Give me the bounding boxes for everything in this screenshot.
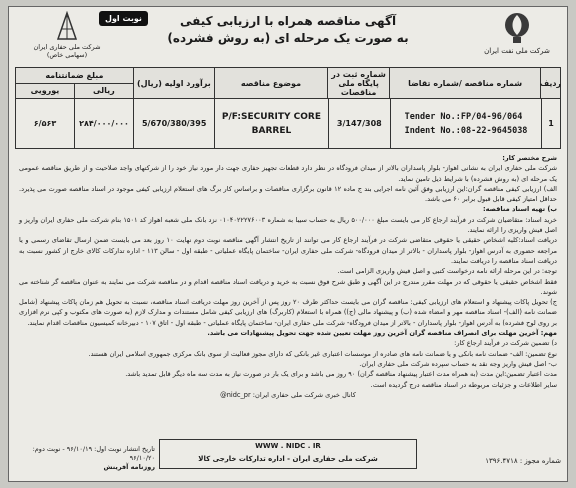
drilling-rig-icon — [52, 11, 82, 41]
cell-tender-number — [390, 99, 541, 148]
body-paragraph: نوع تضمین: الف- ضمانت نامه بانکی و یا ضمانت نامه های صادره از موسسات اعتباری غیر بانکی که دارای مجوز فعالیت از سوی بانک مرکزی جمهوری اسلامی ایران هستند. — [88, 349, 557, 358]
body-paragraph: خرید اسناد: متقاضیان شرکت در فرآیند ارجاع کار می بایست مبلغ ۵۰۰/۰۰۰ ریال به حساب سیبا به شماره ۰۱۰۴۰۲۲۲۷۶۰۰۳ نزد بانک ملی شعبه اهواز کد ۱۵۰۱ بنام شرکت ملی حفاری ایران واریز و اصل فیش واریزی را ارائه نمایند. — [19, 215, 557, 235]
cell-registration: 3/147/308 — [328, 99, 390, 148]
cell-estimate: 5/670/380/395 — [133, 99, 214, 148]
cell-subject: P/F:SECURITY CORE BARREL — [214, 99, 327, 148]
body-paragraph: سایر اطلاعات و جزئیات مربوطه در اسناد مناقصه درج گردیده است. — [370, 380, 557, 389]
permit-number: شماره مجوز : ۱۳۹۶.۴۷۱۸ — [485, 457, 561, 465]
col-guarantee — [16, 68, 133, 98]
body-paragraph: الف) ارزیابی کیفی مناقصه گران:این ارزیابی وفق آئین نامه اجرایی بند ج ماده ۱۲ قانون برگزاری مناقصات و براساس کار برگ های استعلام ارزیابی کیفی موجود در اسناد مناقصه صورت می پذیرد. حداقل امتیاز کیفی قابل قبول برابر ۶۰ می باشد. — [19, 184, 557, 204]
body-paragraph: شرح مختصر کار: — [502, 154, 557, 162]
newspaper-name: روزنامه آفرینش — [103, 463, 155, 471]
body-paragraph: ب- اصل فیش واریز وجه نقد به حساب سپرده شرکت ملی حفاری ایران. — [359, 359, 557, 368]
col-tender-number: شماره مناقصه /شماره تقاضا — [389, 68, 540, 98]
notice-header — [9, 7, 567, 65]
table-row — [16, 99, 560, 148]
col-euro: یورویی — [30, 86, 60, 96]
left-logo-caption-2: (سهامی خاص) — [46, 51, 88, 59]
cell-euro: ۶/۵۶۳ — [33, 119, 57, 128]
col-subject: موضوع مناقصه — [214, 68, 327, 98]
body-paragraph: ب) تهیه اسناد مناقصه: — [482, 205, 557, 214]
body-paragraph: کانال خبری شرکت ملی حفاری ایران: nidc_pr@ — [220, 390, 356, 399]
cell-rial: ۲۸۴/۰۰۰/۰۰۰ — [74, 99, 133, 148]
left-logo-caption-1: شرکت ملی حفاری ایران — [33, 43, 101, 51]
footer-box — [159, 439, 417, 469]
guarantee-subheaders — [16, 84, 133, 99]
body-paragraph: توجه: در این مرحله ارائه نامه درخواست کتبی و اصل فیش واریزی الزامی است. — [337, 267, 557, 276]
cell-guarantee — [16, 99, 133, 148]
notice-body — [19, 153, 557, 400]
body-paragraph: مدت اعتبار تضمین:این مدت (به همراه مدت اعتبار پیشنهاد مناقصه گران) ۹۰ روز می باشد و برای یک بار در صورت نیاز به مدت سه ماه دیگر قابل تمدید باشد. — [125, 370, 557, 379]
cell-radif: 1 — [541, 99, 560, 148]
indent-no: Indent No.:08-22-9645038 — [404, 125, 528, 136]
first-publication-badge: نوبت اول — [99, 11, 148, 26]
col-radif: ردیف — [540, 68, 560, 98]
title-line-1: آگهی مناقصه همراه با ارزیابی کیفی — [179, 14, 397, 28]
body-paragraph: فقط اشخاص حقیقی یا حقوقی که در مهلت مقرر مندرج در این آگهی و طبق شرح فوق نسبت به خرید و دریافت اسناد مناقصه اقدام و در مناقصه شرکت می نمایند به عنوان مناقصه گر شناخته می شوند. — [19, 277, 557, 296]
nioc-logo — [477, 11, 557, 55]
tender-table — [15, 67, 561, 149]
website-link[interactable]: WWW . NIDC . IR — [255, 442, 321, 450]
tender-no: Tender No.:FP/04-96/064 — [404, 111, 523, 122]
right-logo-caption: شرکت ملی نفت ایران — [484, 47, 550, 55]
organization-name: شرکت ملی حفاری ایران - اداره تدارکات خارجی کالا — [198, 455, 378, 463]
body-paragraph: شرکت ملی حفاری ایران به نشانی اهواز- بلوار پاسداران بالاتر از میدان فرودگاه در نظر دارد قطعات تجهیز حفاری جهت دار مورد نیاز خود را از شرکتهای واجد صلاحیت و از طریق مناقصه عمومی یک مرحله ای (به روش فشرده) با شرایط ذیل تامین نماید. — [19, 164, 557, 183]
body-paragraph: د) تضمین شرکت در فرآیند ارجاع کار: — [454, 339, 557, 348]
footer-left — [15, 445, 155, 472]
col-estimate: برآورد اولیه (ریال) — [133, 68, 214, 98]
col-rial: ریالی — [74, 84, 133, 99]
notice-title — [159, 13, 417, 47]
table-header-row — [16, 68, 560, 99]
nioc-logo-icon — [497, 11, 537, 45]
body-paragraph: دریافت اسناد:کلیه اشخاص حقیقی یا حقوقی متقاضی شرکت در فرآیند ارجاع کار می توانند از تاریخ انتشار آگهی مناقصه نوبت دوم نهایت ۱۰ روز بعد می بایست ضمن ارسال تقاضای رسمی و یا مراجعه حضوری به آدرس اهواز- بلوار پاسداران - بالاتر از میدان فرودگاه- شرکت ملی حفاری ایران- ساختمان پایگاه عملیاتی - طبقه اول - سالن ۱۱۳ - اداره تدارکات کالای خارج از کشور نسبت به دریافت اسناد مناقصه را دریافت نمایند. — [19, 236, 557, 265]
body-paragraph: مهم: آخرین مهلت برای انصراف مناقصه گران آخرین روز مهلت تعیین شده جهت تحویل پیشنهادات می باشد. — [207, 329, 557, 338]
tender-notice-page — [8, 6, 568, 482]
col-registration: شماره ثبت در پایگاه ملی مناقصات — [327, 68, 389, 98]
body-paragraph: ج) تحویل پاکات پیشنهاد و استعلام های ارزیابی کیفی: مناقصه گران می بایست حداکثر ظرف ۲۰ روز پس از آخرین روز مهلت دریافت اسناد مناقصه، نسبت به تحویل هم زمان پاکات پیشنهاد (شامل ضمانت نامه (الف)- اسناد مناقصه مهر و امضاء شده (ب) و پیشنهاد مالی (ج)) همراه با استعلام (کاربرگ) های ارزیابی کیفی شامل مستندات و مدارک لازم (به صورت های مکتوب و کپی نرم افزاری بر روی لوح فشرده) به آدرس اهواز- بلوار پاسداران - بالاتر از میدان فرودگاه- شرکت ملی حفاری ایران- ساختمان پایگاه عملیاتی - طبقه اول - اتاق ۱۰۷ - دبیرخانه کمیسیون مناقصات اقدام نمایند. — [19, 298, 557, 327]
nidc-logo — [17, 11, 117, 59]
guarantee-header: مبلغ ضمانتنامه — [16, 68, 133, 84]
title-line-2: به صورت یک مرحله ای (به روش فشرده) — [167, 31, 409, 45]
publication-dates: تاریخ انتشار نوبت اول: ۹۶/۱۰/۱۹ - نوبت دوم: ۹۶/۱۰/۲۰ — [32, 445, 155, 462]
